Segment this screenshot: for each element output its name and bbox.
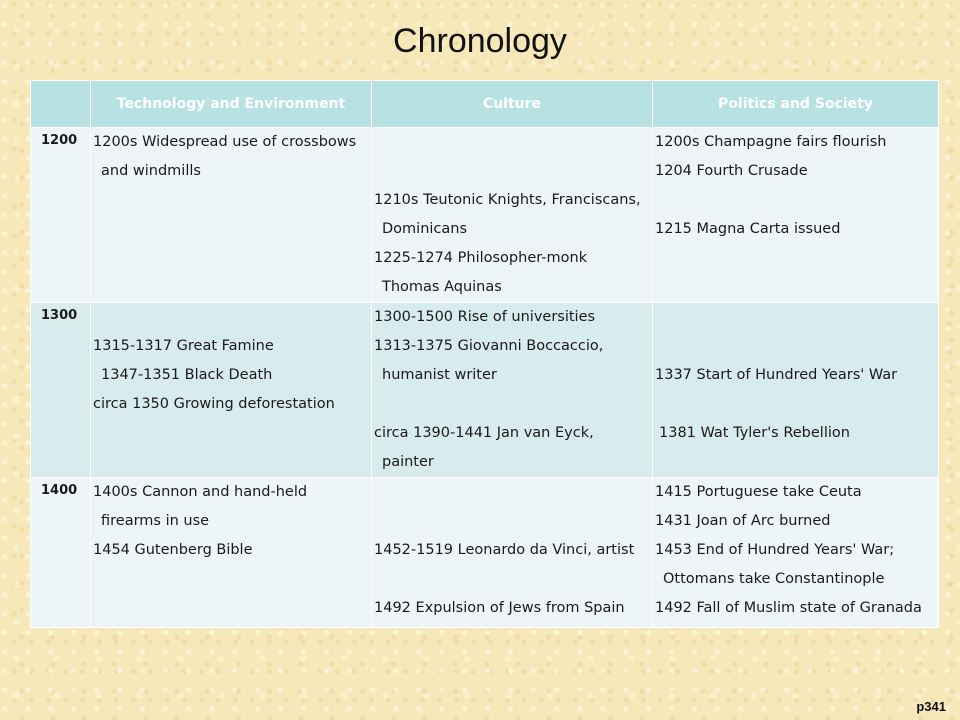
entry-line: circa 1350 Growing deforestation xyxy=(93,396,335,412)
technology-cell xyxy=(91,478,372,628)
header-technology: Technology and Environment xyxy=(91,81,372,128)
entry-line: firearms in use xyxy=(101,513,210,529)
technology-cell xyxy=(91,303,372,478)
entry-line: 1200s Champagne fairs flourish xyxy=(655,134,887,150)
page-number: p341 xyxy=(916,699,946,714)
entry-line: 1431 Joan of Arc burned xyxy=(655,513,831,529)
entry-line: 1313-1375 Giovanni Boccaccio, xyxy=(374,338,604,354)
page-title: Chronology xyxy=(393,22,567,60)
year-cell: 1200 xyxy=(31,128,91,303)
entry-line: 1315-1317 Great Famine xyxy=(93,338,274,354)
year-cell: 1300 xyxy=(31,303,91,478)
politics-cell xyxy=(653,303,939,478)
politics-cell xyxy=(653,478,939,628)
entry-line xyxy=(653,303,938,332)
entry-line: 1400s Cannon and hand-held xyxy=(93,484,308,500)
entry-line xyxy=(653,332,938,361)
entry-line xyxy=(372,390,652,419)
entry-line: humanist writer xyxy=(382,367,497,383)
entry-line: 1210s Teutonic Knights, Franciscans, xyxy=(374,192,641,208)
header-culture: Culture xyxy=(372,81,653,128)
entry-line: 1337 Start of Hundred Years' War xyxy=(655,367,898,383)
table-row xyxy=(31,303,939,478)
entry-line: and windmills xyxy=(101,163,201,179)
entry-line: circa 1390-1441 Jan van Eyck, xyxy=(374,425,594,441)
table-row xyxy=(31,478,939,628)
culture-cell xyxy=(372,303,653,478)
entry-line: 1454 Gutenberg Bible xyxy=(93,542,253,558)
entry-line xyxy=(91,303,371,332)
entry-line: 1300-1500 Rise of universities xyxy=(374,309,596,325)
entry-line: Thomas Aquinas xyxy=(382,279,502,295)
entry-line: 1453 End of Hundred Years' War; xyxy=(655,542,895,558)
culture-cell xyxy=(372,478,653,628)
entry-line: 1204 Fourth Crusade xyxy=(655,163,808,179)
entry-line: Ottomans take Constantinople xyxy=(663,571,885,587)
entry-line: 1492 Expulsion of Jews from Spain xyxy=(374,600,625,616)
entry-line: 1415 Portuguese take Ceuta xyxy=(655,484,862,500)
header-year xyxy=(31,81,91,128)
entry-line: 1452-1519 Leonardo da Vinci, artist xyxy=(374,542,635,558)
year-cell: 1400 xyxy=(31,478,91,628)
entry-line xyxy=(372,565,652,594)
entry-line: 1215 Magna Carta issued xyxy=(655,221,841,237)
culture-cell xyxy=(372,128,653,303)
entry-line: Dominicans xyxy=(382,221,468,237)
entry-line xyxy=(372,157,652,186)
technology-cell xyxy=(91,128,372,303)
entry-line xyxy=(372,507,652,536)
table-row xyxy=(31,128,939,303)
entry-line: 1381 Wat Tyler's Rebellion xyxy=(659,425,850,441)
header-politics: Politics and Society xyxy=(653,81,939,128)
entry-line: 1347-1351 Black Death xyxy=(101,367,273,383)
entry-line: painter xyxy=(382,454,434,470)
entry-line xyxy=(653,390,938,419)
entry-line xyxy=(653,186,938,215)
table-header-row xyxy=(31,81,939,128)
entry-line: 1225-1274 Philosopher-monk xyxy=(374,250,588,266)
entry-line xyxy=(372,128,652,157)
chronology-table xyxy=(30,80,939,628)
entry-line: 1492 Fall of Muslim state of Granada xyxy=(655,600,922,616)
politics-cell xyxy=(653,128,939,303)
entry-line xyxy=(372,478,652,507)
entry-line: 1200s Widespread use of crossbows xyxy=(93,134,357,150)
